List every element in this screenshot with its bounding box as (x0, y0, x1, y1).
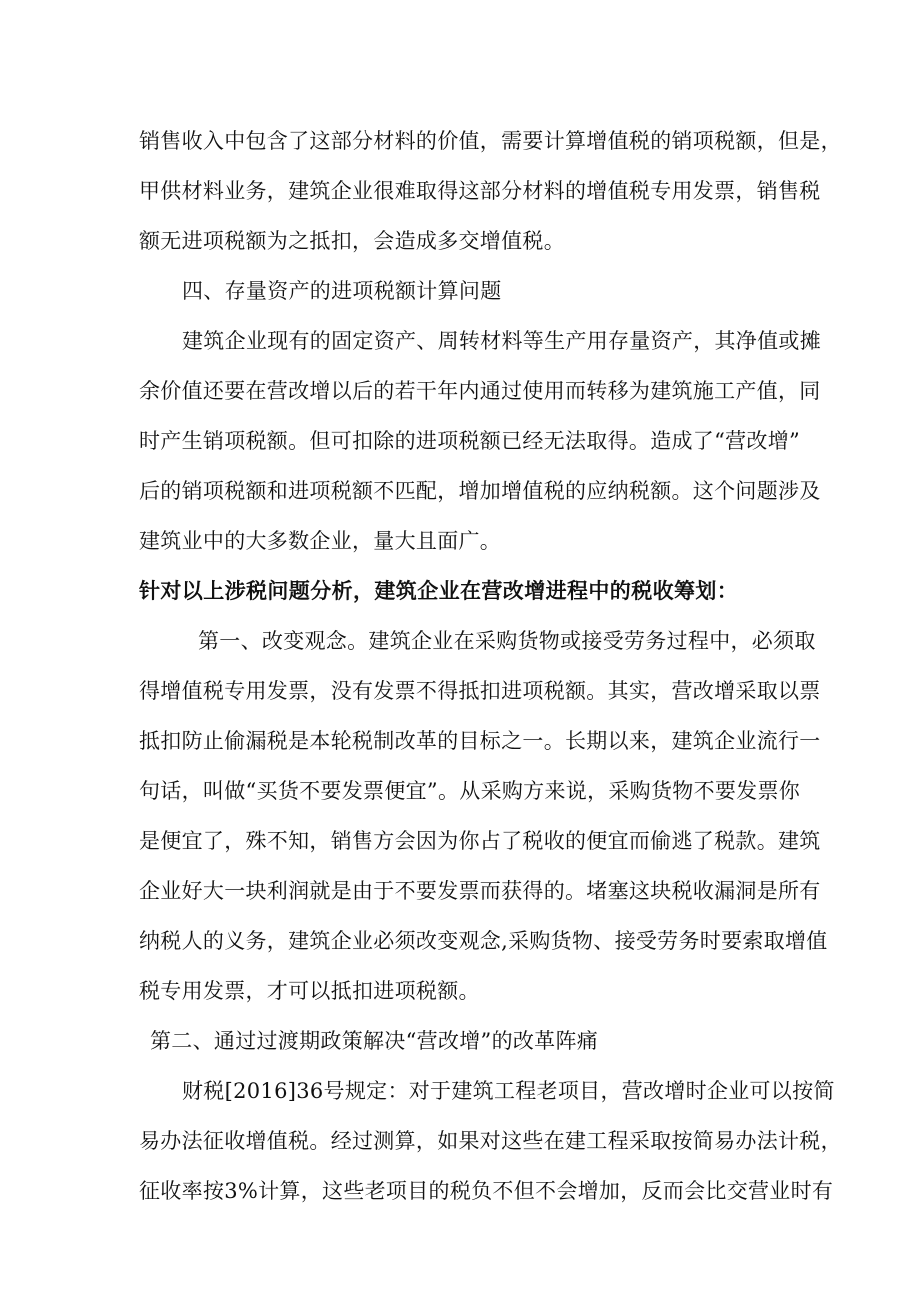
paragraph-line: 句话，叫做“买货不要发票便宜”。从采购方来说，采购货物不要发票你 (139, 779, 801, 803)
paragraph-line: 后的销项税额和进项税额不匹配，增加增值税的应纳税额。这个问题涉及 (139, 479, 821, 503)
paragraph-line: 建筑企业现有的固定资产、周转材料等生产用存量资产，其净值或摊 (182, 329, 821, 353)
paragraph-line: 建筑业中的大多数企业，量大且面广。 (139, 529, 502, 553)
paragraph-line: 甲供材料业务，建筑企业很难取得这部分材料的增值税专用发票，销售税 (139, 179, 821, 203)
paragraph-line: 得增值税专用发票，没有发票不得抵扣进项税额。其实，营改增采取以票 (139, 679, 821, 703)
paragraph-line: 第一、改变观念。建筑企业在采购货物或接受劳务过程中，必须取 (198, 629, 816, 653)
paragraph-line: 征收率按3%计算，这些老项目的税负不但不会增加，反而会比交营业时有 (139, 1179, 834, 1203)
paragraph-line: 余价值还要在营改增以后的若干年内通过使用而转移为建筑施工产值，同 (139, 379, 821, 403)
paragraph-line: 财税[2016]36号规定：对于建筑工程老项目，营改增时企业可以按简 (182, 1079, 835, 1103)
paragraph-line: 纳税人的义务，建筑企业必须改变观念,采购货物、接受劳务时要索取增值 (139, 929, 828, 953)
section-heading: 四、存量资产的进项税额计算问题 (182, 279, 502, 303)
paragraph-line: 是便宜了，殊不知，销售方会因为你占了税收的便宜而偷逃了税款。建筑 (139, 829, 821, 853)
paragraph-line: 抵扣防止偷漏税是本轮税制改革的目标之一。长期以来，建筑企业流行一 (139, 729, 821, 753)
paragraph-line: 时产生销项税额。但可扣除的进项税额已经无法取得。造成了“营改增” (139, 429, 801, 453)
paragraph-line: 额无进项税额为之抵扣，会造成多交增值税。 (139, 229, 565, 253)
bold-heading: 针对以上涉税问题分析，建筑企业在营改增进程中的税收筹划： (139, 579, 739, 603)
section-heading: 第二、通过过渡期政策解决“营改增”的改革阵痛 (150, 1029, 599, 1053)
paragraph-line: 企业好大一块利润就是由于不要发票而获得的。堵塞这块税收漏洞是所有 (139, 879, 821, 903)
paragraph-line: 税专用发票，才可以抵扣进项税额。 (139, 979, 480, 1003)
paragraph-line: 销售收入中包含了这部分材料的价值，需要计算增值税的销项税额，但是， (139, 129, 842, 153)
paragraph-line: 易办法征收增值税。经过测算，如果对这些在建工程采取按简易办法计税， (139, 1129, 842, 1153)
